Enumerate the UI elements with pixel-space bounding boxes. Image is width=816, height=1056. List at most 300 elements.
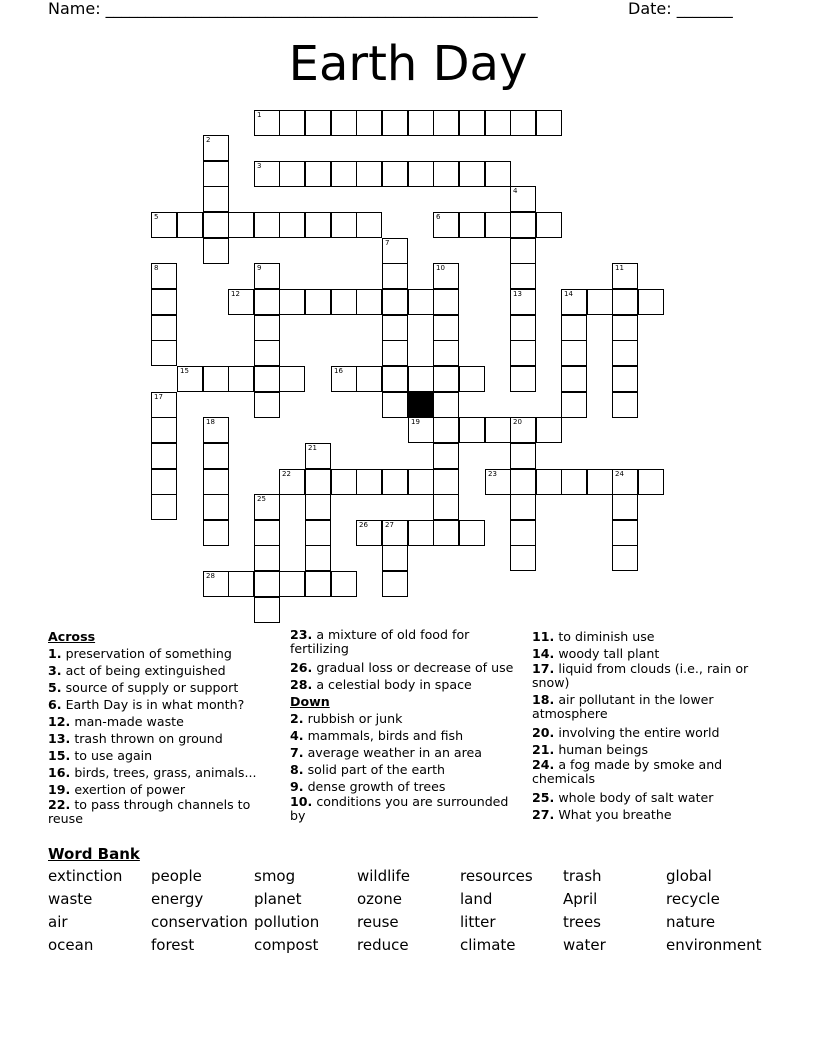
grid-cell[interactable]	[382, 315, 408, 341]
clue-number: 19	[411, 418, 420, 426]
grid-cell[interactable]	[177, 212, 203, 238]
grid-cell[interactable]	[203, 520, 229, 546]
clue-num: 25.	[532, 790, 555, 805]
grid-cell[interactable]	[408, 289, 434, 315]
grid-cell[interactable]	[433, 469, 459, 495]
word-bank-item: trash	[563, 867, 602, 885]
down-clue	[532, 724, 772, 741]
grid-cell[interactable]	[254, 263, 280, 289]
down-clue	[532, 806, 772, 823]
word-bank-item: global	[666, 867, 712, 885]
grid-cell[interactable]	[433, 110, 459, 136]
grid-cell[interactable]	[510, 340, 536, 366]
grid-cell[interactable]	[305, 520, 331, 546]
clue-num: 3.	[48, 663, 62, 678]
grid-cell[interactable]	[433, 417, 459, 443]
date-field-label[interactable]: Date: _______	[628, 0, 733, 18]
grid-cell[interactable]	[203, 469, 229, 495]
clue-text: gradual loss or decrease of use	[312, 660, 514, 675]
clue-text: average weather in an area	[303, 745, 483, 760]
down-clue	[532, 628, 772, 645]
clue-text: a mixture of old food for fertilizing	[290, 627, 470, 656]
down-clue	[290, 744, 522, 761]
clue-number: 10	[436, 264, 445, 272]
grid-cell[interactable]	[254, 597, 280, 623]
clue-text: liquid from clouds (i.e., rain or snow)	[532, 661, 749, 690]
grid-cell[interactable]	[638, 289, 664, 315]
grid-cell[interactable]	[254, 110, 280, 136]
grid-cell[interactable]	[305, 545, 331, 571]
across-clue	[290, 628, 522, 656]
grid-cell[interactable]	[561, 469, 587, 495]
clue-num: 24.	[532, 757, 555, 772]
across-clue	[48, 679, 280, 696]
grid-cell[interactable]	[382, 340, 408, 366]
clue-number: 25	[257, 495, 266, 503]
grid-cell[interactable]	[382, 469, 408, 495]
grid-cell[interactable]	[279, 289, 305, 315]
grid-cell[interactable]	[203, 571, 229, 597]
clue-num: 27.	[532, 807, 555, 822]
grid-cell[interactable]	[612, 494, 638, 520]
grid-cell[interactable]	[254, 289, 280, 315]
clue-text: a celestial body in space	[312, 677, 472, 692]
clue-num: 17.	[532, 661, 555, 676]
grid-cell[interactable]	[612, 315, 638, 341]
grid-cell[interactable]	[331, 571, 357, 597]
down-clue	[532, 645, 772, 662]
clue-text: birds, trees, grass, animals...	[70, 765, 257, 780]
grid-cell[interactable]	[151, 494, 177, 520]
grid-cell[interactable]	[151, 212, 177, 238]
page-title: Earth Day	[288, 36, 528, 92]
clue-num: 8.	[290, 762, 304, 777]
across-clue	[48, 713, 280, 730]
down-clue	[532, 789, 772, 806]
word-bank-item: smog	[254, 867, 296, 885]
grid-cell[interactable]	[228, 571, 254, 597]
grid-cell[interactable]	[203, 238, 229, 264]
across-clue	[48, 696, 280, 713]
grid-cell[interactable]	[331, 110, 357, 136]
down-clue	[290, 710, 522, 727]
word-bank-item: forest	[151, 936, 195, 954]
clue-text: involving the entire world	[554, 725, 720, 740]
grid-cell[interactable]	[331, 366, 357, 392]
clue-number: 8	[154, 264, 159, 272]
grid-cell[interactable]	[408, 110, 434, 136]
grid-cell[interactable]	[536, 469, 562, 495]
word-bank-item: air	[48, 913, 68, 931]
clue-text: to pass through channels to reuse	[48, 797, 251, 826]
grid-cell[interactable]	[279, 161, 305, 187]
clue-number: 21	[308, 444, 317, 452]
grid-cell[interactable]	[510, 315, 536, 341]
grid-cell[interactable]	[433, 212, 459, 238]
grid-cell[interactable]	[382, 161, 408, 187]
down-clue	[532, 758, 772, 786]
clue-text: to diminish use	[554, 629, 655, 644]
grid-cell[interactable]	[433, 340, 459, 366]
grid-cell[interactable]	[459, 161, 485, 187]
grid-cell[interactable]	[612, 289, 638, 315]
grid-cell[interactable]	[254, 315, 280, 341]
grid-cell[interactable]	[305, 443, 331, 469]
clue-num: 26.	[290, 660, 313, 675]
grid-cell[interactable]	[254, 494, 280, 520]
grid-cell[interactable]	[382, 289, 408, 315]
clue-text: trash thrown on ground	[70, 731, 223, 746]
grid-cell[interactable]	[203, 186, 229, 212]
grid-cell[interactable]	[177, 366, 203, 392]
grid-cell[interactable]	[254, 366, 280, 392]
grid-cell[interactable]	[203, 212, 229, 238]
grid-cell[interactable]	[510, 545, 536, 571]
grid-cell[interactable]	[356, 366, 382, 392]
grid-cell[interactable]	[485, 469, 511, 495]
grid-cell[interactable]	[433, 263, 459, 289]
clue-text: man-made waste	[70, 714, 184, 729]
across-clue	[48, 662, 280, 679]
grid-cell[interactable]	[382, 366, 408, 392]
word-bank-item: reuse	[357, 913, 399, 931]
clue-num: 9.	[290, 779, 304, 794]
grid-cell[interactable]	[228, 289, 254, 315]
word-bank-item: conservation	[151, 913, 248, 931]
grid-cell[interactable]	[485, 417, 511, 443]
clue-number: 6	[436, 213, 441, 221]
clue-num: 16.	[48, 765, 71, 780]
grid-cell[interactable]	[433, 289, 459, 315]
grid-cell[interactable]	[305, 571, 331, 597]
clue-text: solid part of the earth	[303, 762, 446, 777]
clue-number: 1	[257, 111, 262, 119]
clues-column-1	[48, 628, 280, 829]
word-bank-item: climate	[460, 936, 516, 954]
grid-cell[interactable]	[561, 392, 587, 418]
grid-cell[interactable]	[356, 289, 382, 315]
grid-cell[interactable]	[561, 315, 587, 341]
clue-text: mammals, birds and fish	[303, 728, 464, 743]
clues-column-3	[532, 628, 772, 823]
across-clue	[290, 676, 522, 693]
grid-cell[interactable]	[382, 545, 408, 571]
clue-num: 18.	[532, 692, 555, 707]
clue-number: 16	[334, 367, 343, 375]
clue-num: 5.	[48, 680, 62, 695]
grid-cell[interactable]	[203, 366, 229, 392]
across-clue	[48, 645, 280, 662]
clue-number: 27	[385, 521, 394, 529]
grid-cell[interactable]	[510, 366, 536, 392]
grid-cell[interactable]	[433, 315, 459, 341]
down-heading: Down	[290, 694, 330, 709]
grid-cell[interactable]	[612, 263, 638, 289]
clue-number: 17	[154, 393, 163, 401]
grid-cell[interactable]	[459, 212, 485, 238]
clue-num: 21.	[532, 742, 555, 757]
grid-cell[interactable]	[203, 494, 229, 520]
grid-cell[interactable]	[510, 469, 536, 495]
clue-num: 6.	[48, 697, 62, 712]
clue-number: 12	[231, 290, 240, 298]
word-bank-item: planet	[254, 890, 302, 908]
across-clue	[48, 764, 280, 781]
grid-cell[interactable]	[510, 289, 536, 315]
word-bank-item: water	[563, 936, 606, 954]
grid-cell[interactable]	[254, 571, 280, 597]
grid-cell[interactable]	[612, 340, 638, 366]
clue-text: Earth Day is in what month?	[61, 697, 245, 712]
grid-cell[interactable]	[305, 161, 331, 187]
grid-cell[interactable]	[536, 212, 562, 238]
clue-num: 20.	[532, 725, 555, 740]
grid-cell[interactable]	[638, 469, 664, 495]
down-clue	[532, 693, 772, 721]
grid-cell[interactable]	[510, 263, 536, 289]
clue-number: 18	[206, 418, 215, 426]
grid-cell[interactable]	[203, 135, 229, 161]
grid-cell[interactable]	[510, 110, 536, 136]
grid-cell[interactable]	[510, 186, 536, 212]
clue-number: 4	[513, 187, 518, 195]
grid-cell[interactable]	[510, 520, 536, 546]
clue-number: 3	[257, 162, 262, 170]
grid-cell[interactable]	[433, 443, 459, 469]
grid-cell[interactable]	[305, 212, 331, 238]
clue-text: conditions you are surrounded by	[290, 794, 509, 823]
grid-cell[interactable]	[408, 417, 434, 443]
grid-cell[interactable]	[485, 161, 511, 187]
clue-number: 2	[206, 136, 211, 144]
clue-num: 12.	[48, 714, 71, 729]
grid-cell[interactable]	[228, 212, 254, 238]
grid-cell[interactable]	[356, 520, 382, 546]
grid-cell[interactable]	[151, 417, 177, 443]
grid-cell[interactable]	[151, 315, 177, 341]
clue-num: 22.	[48, 797, 71, 812]
clue-text: rubbish or junk	[303, 711, 403, 726]
down-clue	[290, 727, 522, 744]
grid-cell[interactable]	[433, 520, 459, 546]
across-clue	[48, 747, 280, 764]
grid-cell[interactable]	[279, 571, 305, 597]
grid-cell[interactable]	[254, 392, 280, 418]
grid-cell[interactable]	[279, 110, 305, 136]
grid-cell[interactable]	[587, 289, 613, 315]
clue-num: 19.	[48, 782, 71, 797]
grid-cell[interactable]	[382, 520, 408, 546]
word-bank-item: ozone	[357, 890, 402, 908]
word-bank-title: Word Bank	[48, 845, 140, 863]
grid-cell[interactable]	[254, 545, 280, 571]
grid-cell[interactable]	[254, 340, 280, 366]
grid-cell[interactable]	[356, 161, 382, 187]
grid-cell[interactable]	[279, 469, 305, 495]
clues-column-2	[290, 628, 522, 826]
grid-cell[interactable]	[612, 520, 638, 546]
grid-cell[interactable]	[510, 494, 536, 520]
clue-text: air pollutant in the lower atmosphere	[532, 692, 714, 721]
grid-cell[interactable]	[305, 494, 331, 520]
grid-cell[interactable]	[485, 212, 511, 238]
grid-cell[interactable]	[612, 392, 638, 418]
grid-cell[interactable]	[612, 469, 638, 495]
grid-cell[interactable]	[203, 161, 229, 187]
word-bank-item: recycle	[666, 890, 720, 908]
clue-text: dense growth of trees	[303, 779, 446, 794]
grid-cell[interactable]	[151, 263, 177, 289]
grid-cell[interactable]	[459, 110, 485, 136]
down-clue	[532, 741, 772, 758]
grid-cell[interactable]	[254, 520, 280, 546]
grid-cell[interactable]	[356, 469, 382, 495]
grid-cell[interactable]	[408, 520, 434, 546]
grid-cell[interactable]	[151, 469, 177, 495]
grid-cell[interactable]	[536, 417, 562, 443]
word-bank-item: extinction	[48, 867, 123, 885]
across-clue	[48, 730, 280, 747]
grid-cell[interactable]	[331, 469, 357, 495]
grid-cell[interactable]	[331, 289, 357, 315]
clue-text: What you breathe	[554, 807, 672, 822]
clue-number: 26	[359, 521, 368, 529]
grid-cell[interactable]	[151, 340, 177, 366]
grid-cell[interactable]	[305, 469, 331, 495]
across-clue	[48, 781, 280, 798]
grid-cell[interactable]	[408, 161, 434, 187]
clue-number: 15	[180, 367, 189, 375]
grid-cell[interactable]	[382, 571, 408, 597]
grid-cell[interactable]	[433, 161, 459, 187]
grid-cell[interactable]	[510, 238, 536, 264]
grid-cell[interactable]	[356, 212, 382, 238]
word-bank-item: environment	[666, 936, 762, 954]
clue-num: 2.	[290, 711, 304, 726]
clue-num: 7.	[290, 745, 304, 760]
clue-num: 23.	[290, 627, 313, 642]
word-bank-item: energy	[151, 890, 204, 908]
grid-cell[interactable]	[382, 263, 408, 289]
clue-number: 11	[615, 264, 624, 272]
grid-cell[interactable]	[203, 443, 229, 469]
name-field-label[interactable]: Name: ______________________________________________________	[48, 0, 538, 18]
clue-number: 5	[154, 213, 159, 221]
clue-text: exertion of power	[70, 782, 186, 797]
grid-cell[interactable]	[382, 392, 408, 418]
grid-cell[interactable]	[612, 545, 638, 571]
grid-cell[interactable]	[254, 161, 280, 187]
grid-cell[interactable]	[203, 417, 229, 443]
word-bank-item: wildlife	[357, 867, 410, 885]
word-bank-item: trees	[563, 913, 601, 931]
grid-cell[interactable]	[510, 212, 536, 238]
grid-cell[interactable]	[459, 417, 485, 443]
clue-number: 28	[206, 572, 215, 580]
across-clue	[290, 659, 522, 676]
grid-cell[interactable]	[587, 469, 613, 495]
word-bank-item: pollution	[254, 913, 320, 931]
grid-cell[interactable]	[331, 212, 357, 238]
clue-text: woody tall plant	[554, 646, 660, 661]
grid-cell[interactable]	[151, 392, 177, 418]
grid-cell[interactable]	[459, 520, 485, 546]
grid-cell[interactable]	[305, 110, 331, 136]
clue-text: to use again	[70, 748, 153, 763]
grid-cell[interactable]	[151, 289, 177, 315]
word-bank	[48, 866, 768, 955]
down-clue	[290, 761, 522, 778]
clue-number: 23	[488, 470, 497, 478]
word-bank-item: litter	[460, 913, 496, 931]
grid-cell[interactable]	[561, 366, 587, 392]
grid-cell[interactable]	[382, 238, 408, 264]
clue-number: 9	[257, 264, 262, 272]
word-bank-item: compost	[254, 936, 319, 954]
grid-cell[interactable]	[433, 494, 459, 520]
grid-cell[interactable]	[279, 212, 305, 238]
word-bank-item: people	[151, 867, 202, 885]
grid-cell[interactable]	[408, 366, 434, 392]
clue-num: 10.	[290, 794, 313, 809]
grid-cell[interactable]	[356, 110, 382, 136]
clue-num: 11.	[532, 629, 555, 644]
word-bank-item: resources	[460, 867, 533, 885]
grid-cell[interactable]	[485, 110, 511, 136]
clue-number: 20	[513, 418, 522, 426]
clue-num: 4.	[290, 728, 304, 743]
clue-num: 28.	[290, 677, 313, 692]
grid-cell[interactable]	[254, 212, 280, 238]
clue-number: 22	[282, 470, 291, 478]
grid-cell[interactable]	[510, 443, 536, 469]
word-bank-item: waste	[48, 890, 93, 908]
clue-text: source of supply or support	[61, 680, 239, 695]
grid-cell[interactable]	[382, 110, 408, 136]
clue-text: whole body of salt water	[554, 790, 714, 805]
grid-cell[interactable]	[561, 340, 587, 366]
word-bank-item: land	[460, 890, 493, 908]
clue-number: 7	[385, 239, 390, 247]
grid-cell[interactable]	[459, 366, 485, 392]
clue-num: 15.	[48, 748, 71, 763]
grid-cell[interactable]	[151, 443, 177, 469]
grid-cell[interactable]	[408, 469, 434, 495]
word-bank-item: reduce	[357, 936, 409, 954]
grid-cell[interactable]	[510, 417, 536, 443]
clue-num: 1.	[48, 646, 62, 661]
grid-cell[interactable]	[536, 110, 562, 136]
across-heading: Across	[48, 629, 96, 644]
grid-cell[interactable]	[228, 366, 254, 392]
grid-block	[408, 392, 434, 418]
clue-text: a fog made by smoke and chemicals	[532, 757, 723, 786]
clue-text: preservation of something	[61, 646, 232, 661]
word-bank-item: April	[563, 890, 598, 908]
grid-cell[interactable]	[612, 366, 638, 392]
grid-cell[interactable]	[433, 392, 459, 418]
grid-cell[interactable]	[279, 366, 305, 392]
clue-number: 13	[513, 290, 522, 298]
grid-cell[interactable]	[331, 161, 357, 187]
clue-number: 14	[564, 290, 573, 298]
clue-num: 14.	[532, 646, 555, 661]
grid-cell[interactable]	[561, 289, 587, 315]
grid-cell[interactable]	[305, 289, 331, 315]
down-clue	[290, 778, 522, 795]
across-clue	[48, 798, 280, 826]
grid-cell[interactable]	[433, 366, 459, 392]
